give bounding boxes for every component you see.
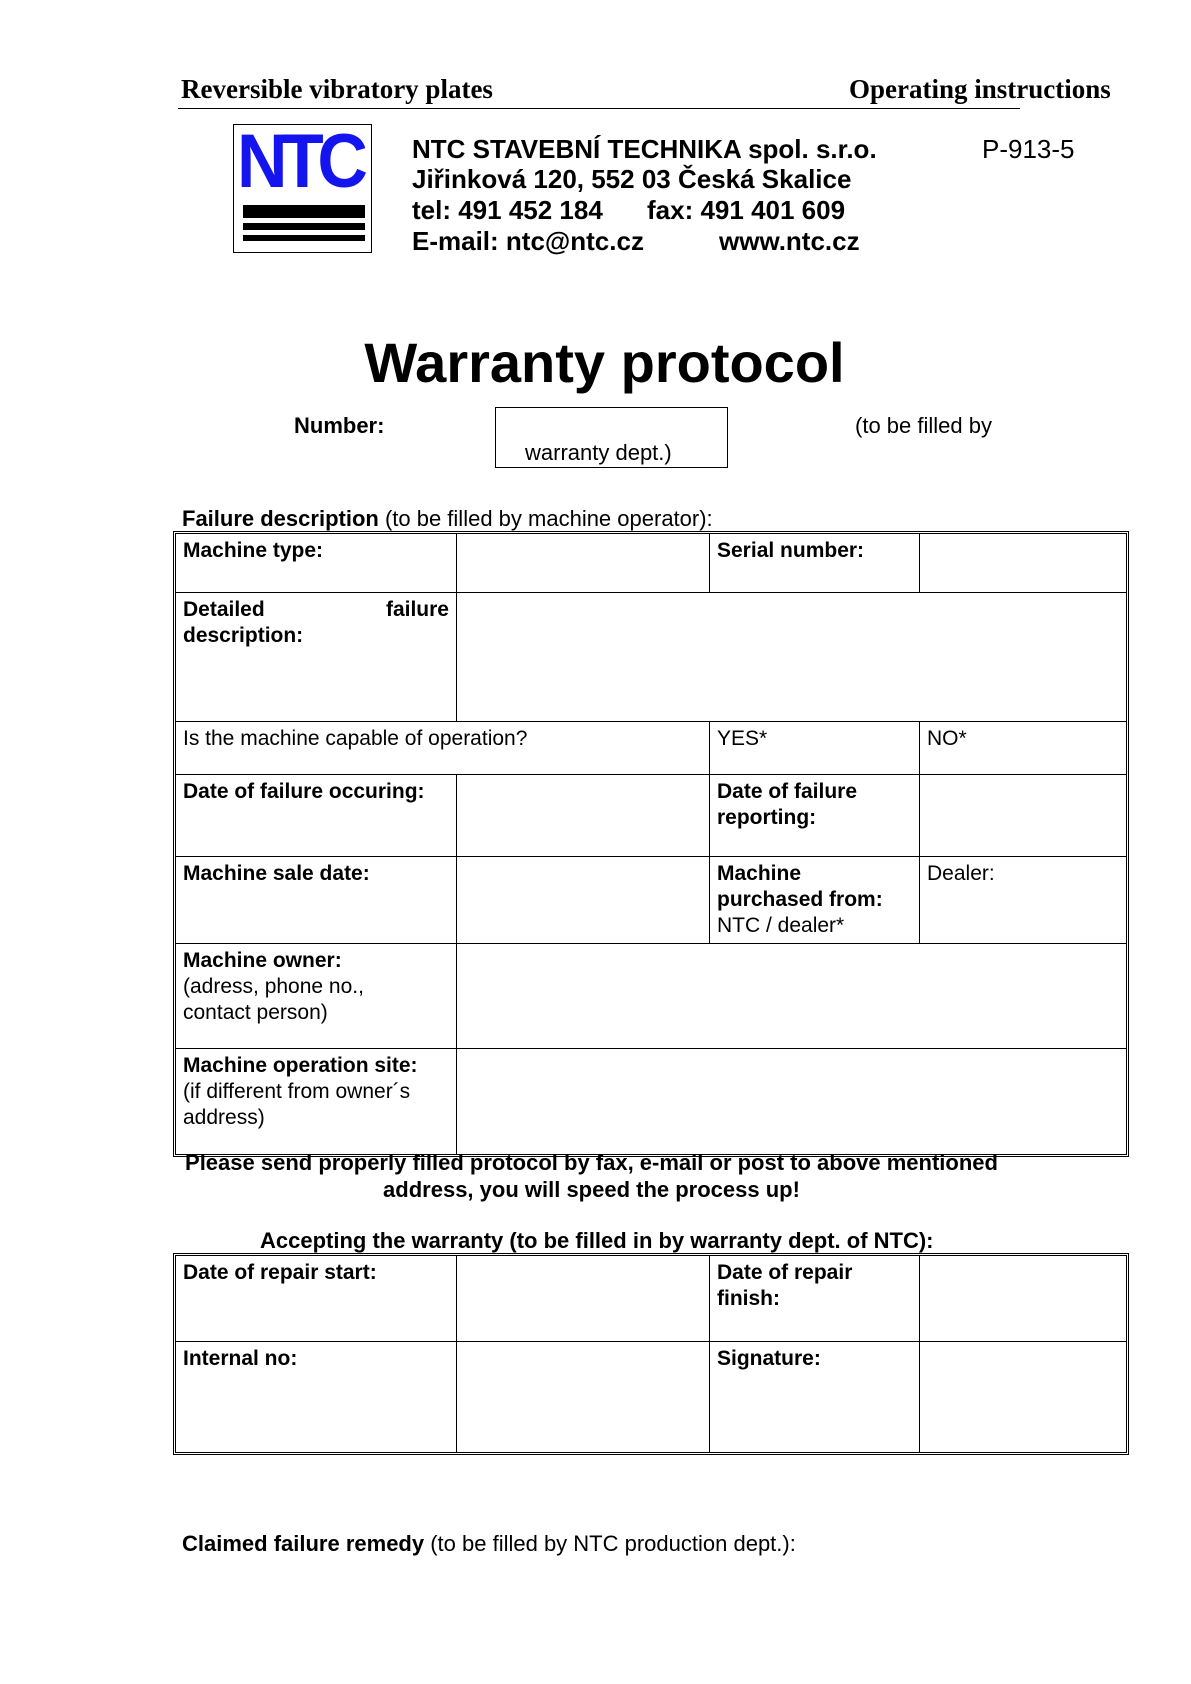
logo-bar <box>243 235 365 241</box>
machine-type-label: Machine type: <box>183 539 324 562</box>
machine-type-field[interactable] <box>456 534 709 592</box>
company-email: E-mail: ntc@ntc.cz <box>412 226 644 256</box>
header-divider <box>178 108 1020 109</box>
page-title: Warranty protocol <box>364 331 845 394</box>
number-note-continued: warranty dept.) <box>525 440 672 465</box>
internal-no-field[interactable] <box>456 1341 709 1452</box>
logo-bar <box>243 205 365 218</box>
sale-date-label: Machine sale date: <box>176 856 456 943</box>
capable-question: Is the machine capable of operation? <box>176 721 709 774</box>
detailed-description-field[interactable] <box>456 592 1126 721</box>
serial-number-label: Serial number: <box>709 534 919 592</box>
header-right-title: Operating instructions <box>849 74 1111 104</box>
header-left-title: Reversible vibratory plates <box>181 74 493 104</box>
yes-option[interactable]: YES* <box>709 721 919 774</box>
owner-label: Machine owner: (adress, phone no., contact person) <box>176 943 456 1048</box>
repair-start-field[interactable] <box>456 1256 709 1341</box>
repair-finish-field[interactable] <box>919 1256 1126 1341</box>
failure-table <box>173 531 1129 1157</box>
no-option[interactable]: NO* <box>919 721 1126 774</box>
detailed-description-label: Detailed failure description: <box>176 592 456 721</box>
warranty-table <box>173 1253 1129 1455</box>
repair-finish-label: Date of repair finish: <box>709 1256 919 1341</box>
purchased-from-label: Machine purchased from: NTC / dealer* <box>709 856 919 943</box>
send-note: Please send properly filled protocol by fax, e-mail or post to above mentioned address, you will speed the process up! <box>185 1150 998 1202</box>
warranty-section-heading: Accepting the warranty (to be filled in by warranty dept. of NTC): <box>260 1228 934 1253</box>
date-occurring-field[interactable] <box>456 774 709 856</box>
repair-start-label: Date of repair start: <box>183 1261 377 1284</box>
signature-label: Signature: <box>709 1341 919 1452</box>
number-note: (to be filled by <box>855 413 992 438</box>
document-code: P-913-5 <box>982 134 1075 164</box>
remedy-heading: Claimed failure remedy (to be filled by NTC production dept.): <box>182 1531 796 1556</box>
date-occurring-label: Date of failure occuring: <box>176 774 456 856</box>
date-reporting-field[interactable] <box>919 774 1126 856</box>
serial-number-field[interactable] <box>919 534 1126 592</box>
signature-field[interactable] <box>919 1341 1126 1452</box>
dealer-field[interactable]: Dealer: <box>919 856 1126 943</box>
logo-text: NTC <box>237 119 362 204</box>
company-web: www.ntc.cz <box>719 226 860 256</box>
company-name: NTC STAVEBNÍ TECHNIKA spol. s.r.o. <box>412 134 877 164</box>
logo-bar <box>243 223 365 230</box>
number-label: Number: <box>294 413 385 438</box>
operation-site-label: Machine operation site: (if different from owner´s address) <box>176 1048 456 1154</box>
company-address: Jiřinková 120, 552 03 Česká Skalice <box>412 164 852 194</box>
date-reporting-label: Date of failure reporting: <box>709 774 919 856</box>
sale-date-field[interactable] <box>456 856 709 943</box>
operation-site-field[interactable] <box>456 1048 1126 1154</box>
failure-section-heading: Failure description (to be filled by machine operator): <box>182 506 713 531</box>
internal-no-label: Internal no: <box>176 1341 456 1452</box>
company-tel: tel: 491 452 184 <box>412 195 603 225</box>
owner-field[interactable] <box>456 943 1126 1048</box>
company-fax: fax: 491 401 609 <box>647 195 846 225</box>
